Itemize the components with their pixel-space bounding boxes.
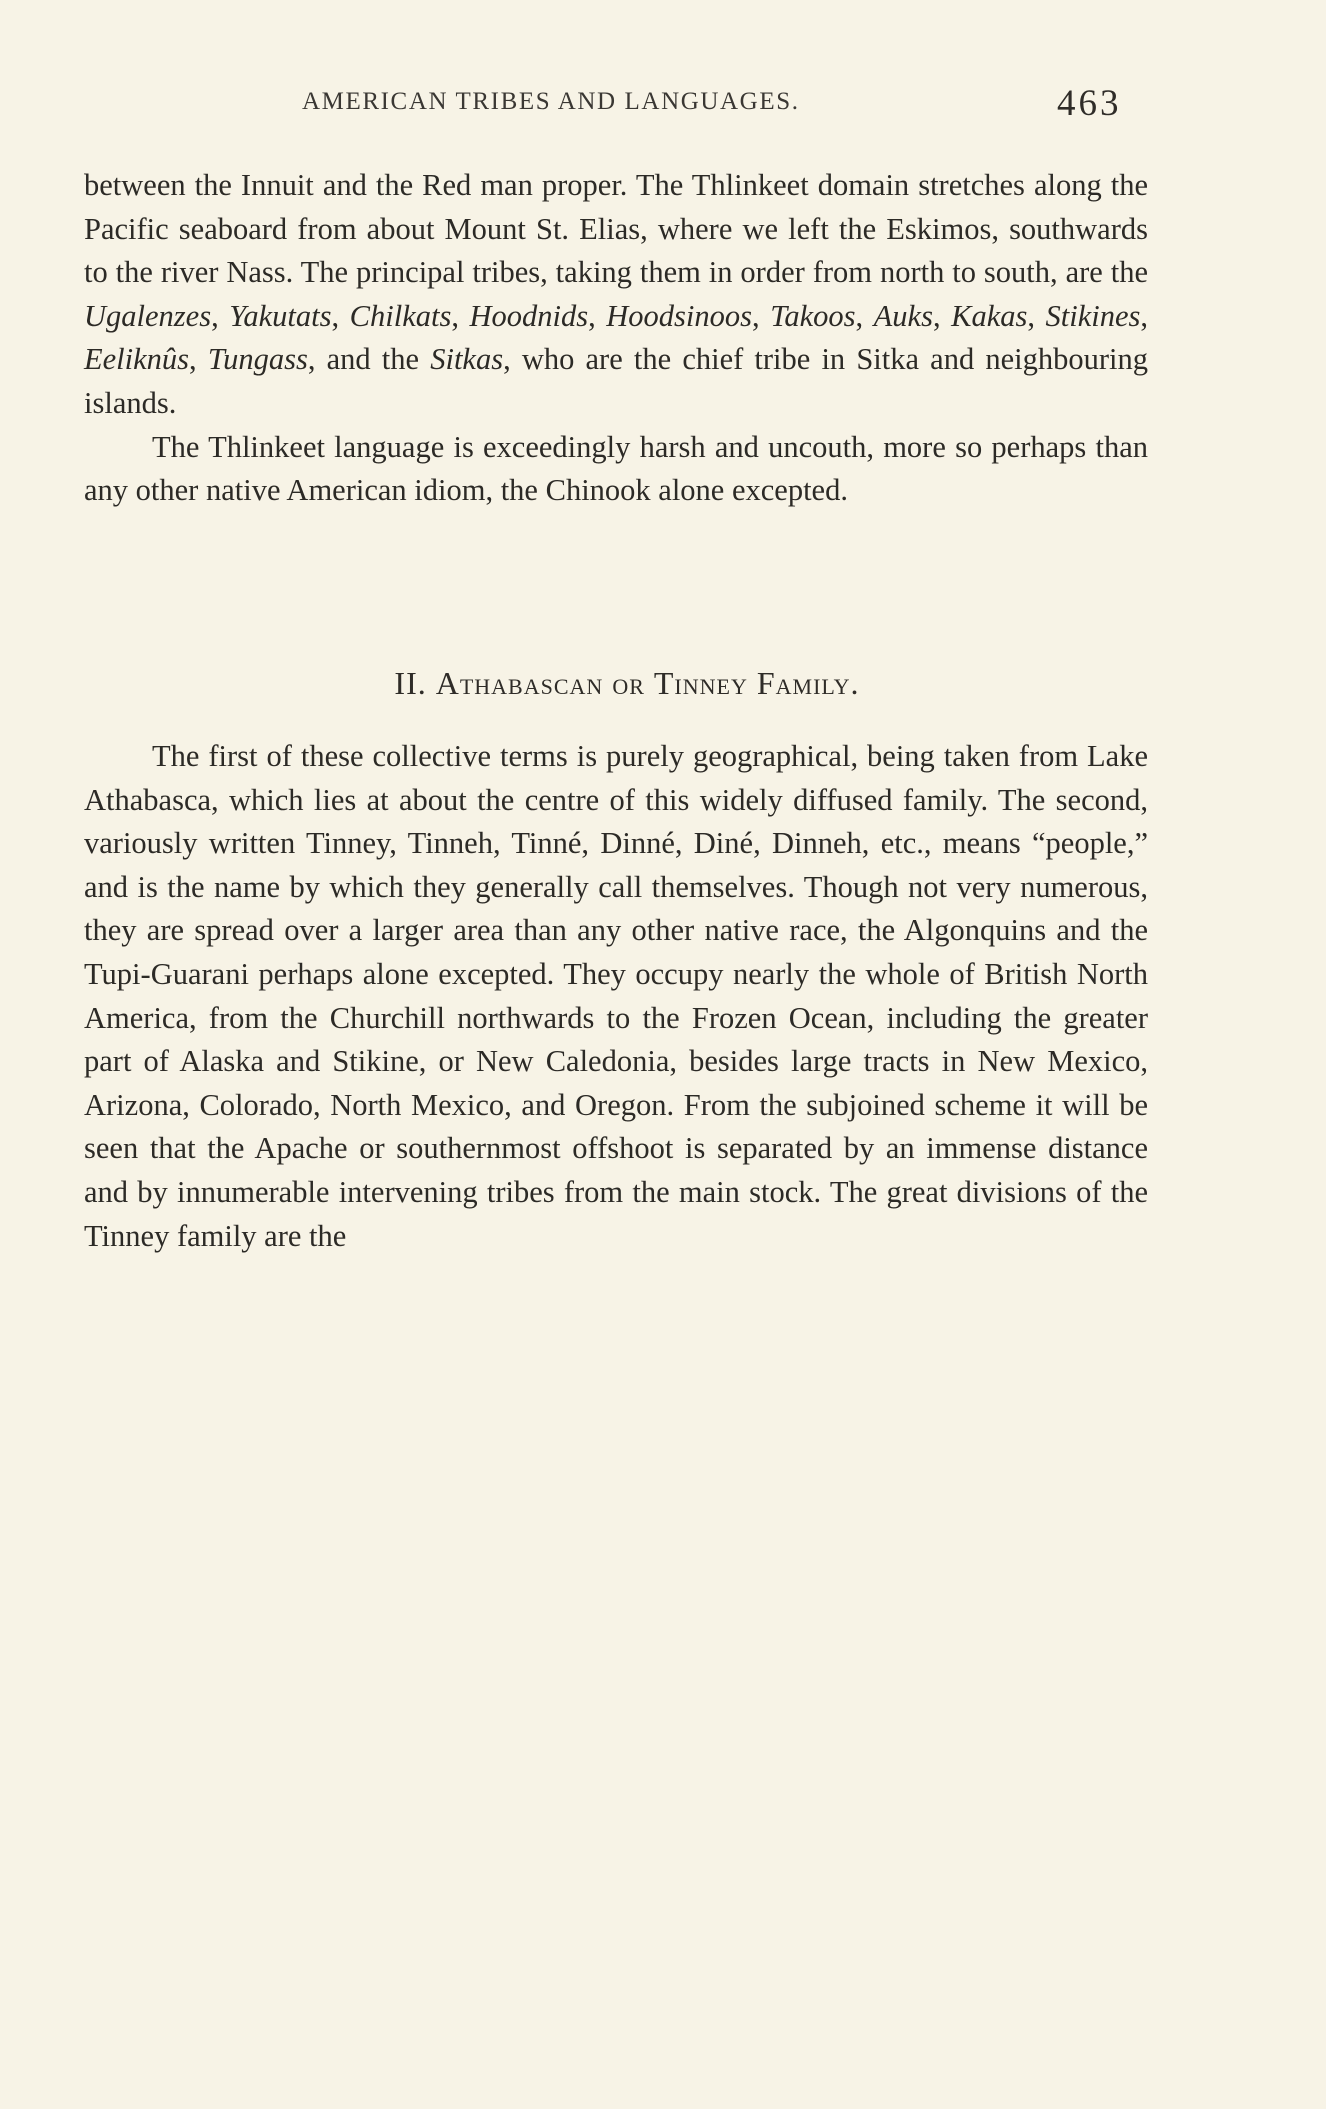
paragraph-text: , who are the chief tribe in Sitka and neighbouring islands. bbox=[84, 342, 1149, 420]
separator: , bbox=[932, 298, 952, 333]
section-title-word: Tinney bbox=[653, 665, 748, 701]
separator: , bbox=[855, 298, 874, 333]
section-numeral: II. bbox=[394, 665, 427, 701]
tribe-name: Yakutats bbox=[229, 298, 332, 333]
tribe-name: Ugalenzes bbox=[84, 298, 212, 333]
separator: , bbox=[1140, 298, 1149, 333]
section-title-word: Family. bbox=[756, 665, 860, 701]
tribe-name: Tungass bbox=[207, 342, 308, 377]
tribe-name: Kakas bbox=[951, 298, 1028, 333]
separator: , bbox=[1027, 298, 1046, 333]
page-number: 463 bbox=[1057, 83, 1122, 124]
separator: , bbox=[331, 298, 350, 333]
tribe-name: Stikines bbox=[1045, 298, 1141, 333]
separator: , bbox=[588, 298, 607, 333]
tribe-name: Hoodsinoos bbox=[606, 298, 753, 333]
running-title: AMERICAN TRIBES AND LANGUAGES. bbox=[302, 88, 800, 115]
separator: , bbox=[189, 342, 208, 377]
tribe-name: Takoos bbox=[770, 298, 856, 333]
paragraph-thlinkeet-language: The Thlinkeet language is exceedingly harsh and uncouth, more so perhaps than any other native American idiom, the Chinook alone excepted. bbox=[84, 429, 1148, 508]
tribe-name: Auks bbox=[873, 298, 933, 333]
body-text-bottom bbox=[84, 735, 1148, 1258]
body-text-top bbox=[84, 164, 1148, 513]
tribe-name: Chilkats bbox=[349, 298, 452, 333]
separator: , bbox=[752, 298, 771, 333]
tribe-name: Hoodnids bbox=[469, 298, 589, 333]
separator: , bbox=[211, 298, 230, 333]
paragraph-thlinkeet-domain bbox=[84, 164, 1148, 426]
running-header bbox=[0, 82, 1326, 132]
tribe-name: Eeliknûs bbox=[84, 342, 190, 377]
paragraph-text: between the Innuit and the Red man proper. The Thlinkeet domain stretches along the Pacific seaboard from about Mount St. Elias, where we left the Eskimos, southwards to the river Nass. The principal tribes, taking them in order from north to south, are the bbox=[84, 168, 1148, 290]
section-title-word: Athabascan bbox=[435, 665, 604, 701]
tribe-name: Sitkas bbox=[430, 342, 504, 377]
conjunction: , and the bbox=[307, 342, 431, 377]
section-title-word: or bbox=[612, 665, 645, 701]
paragraph-athabascan-family: The first of these collective terms is purely geographical, being taken from Lake Athabasca, which lies at about the centre of this widely diffused family. The second, variously written Tinney, Tinneh, Tinné, Dinné, Diné, Dinneh, etc., means “people,” and is the name by which they generally call themselves. Though not very numerous, they are spread over a larger area than any other native race, the Algonquins and the Tupi-Guarani perhaps alone excepted. They occupy nearly the whole of British North America, from the Churchill northwards to the Frozen Ocean, including the greater part of Alaska and Stikine, or New Caledonia, besides large tracts in New Mexico, Arizona, Colorado, North Mexico, and Oregon. From the subjoined scheme it will be seen that the Apache or southernmost offshoot is separated by an immense distance and by innumerable intervening tribes from the main stock. The great divisions of the Tinney family are the bbox=[84, 739, 1148, 1253]
separator: , bbox=[451, 298, 470, 333]
section-heading bbox=[0, 665, 1254, 702]
